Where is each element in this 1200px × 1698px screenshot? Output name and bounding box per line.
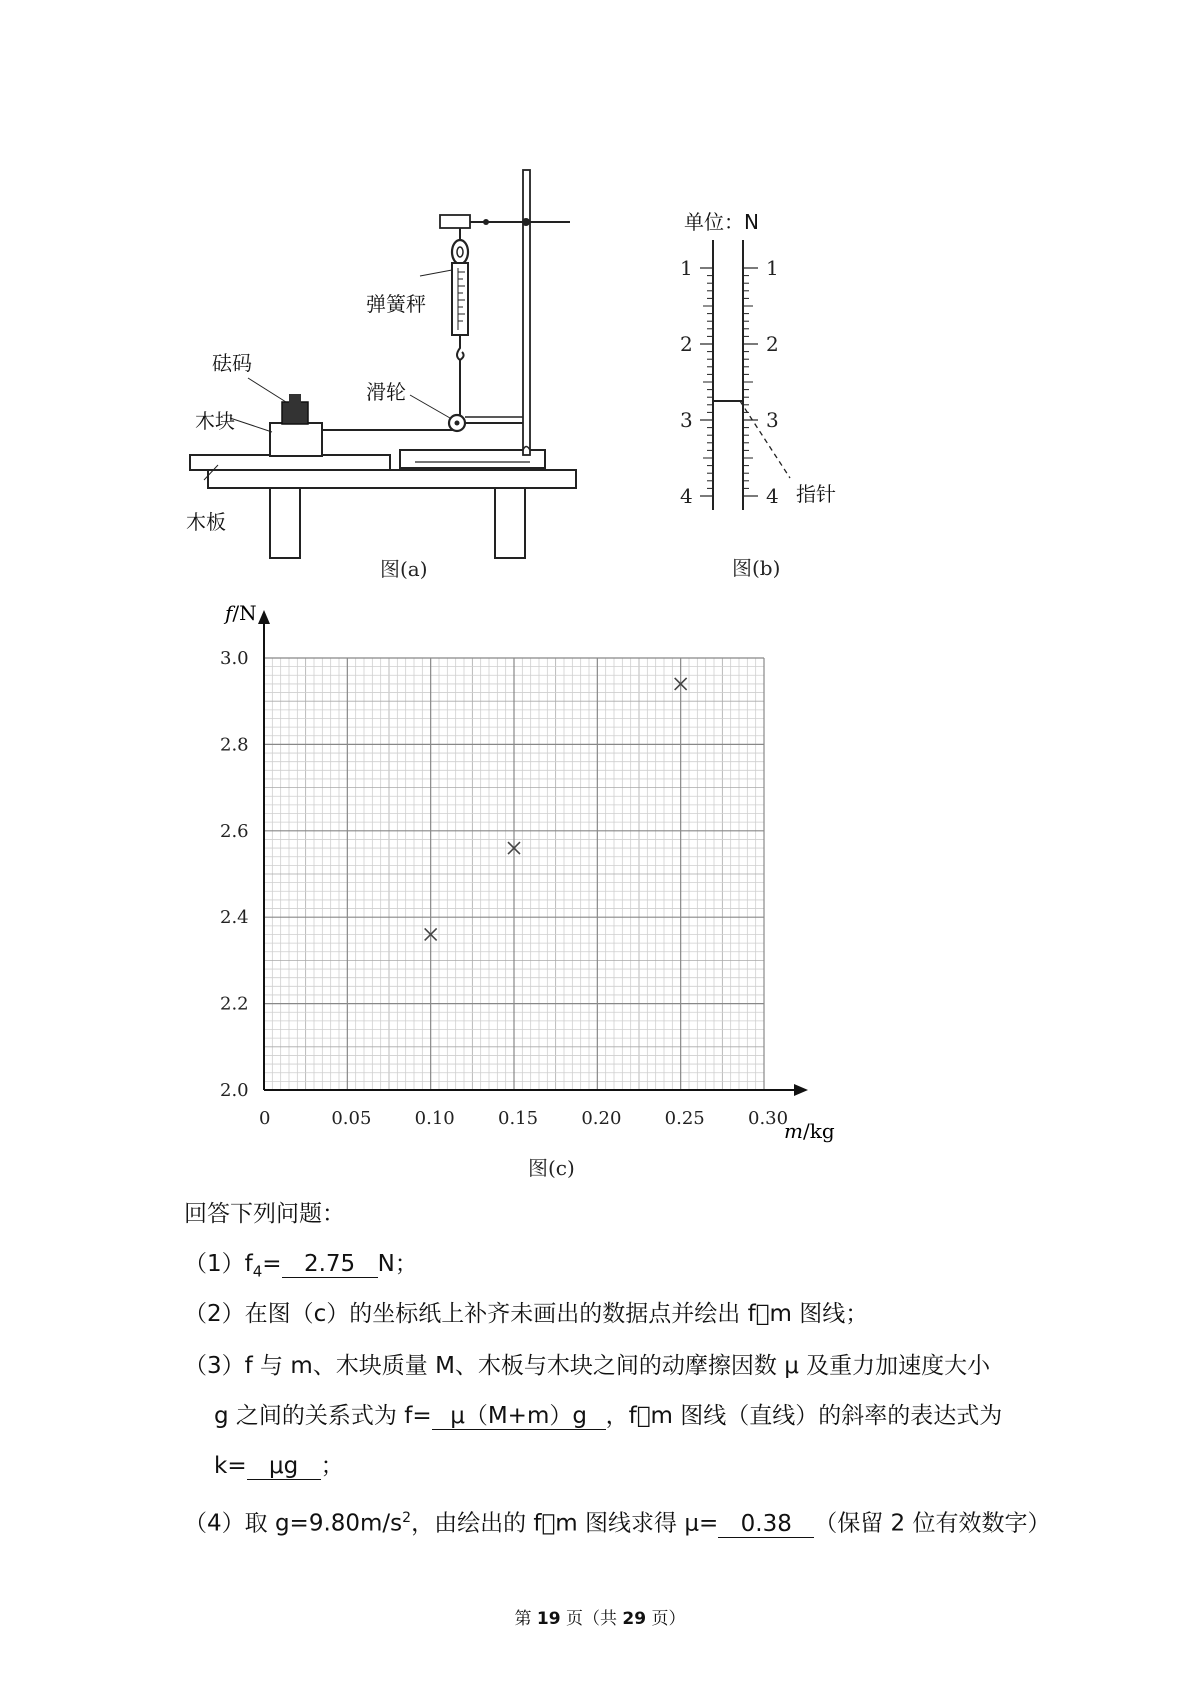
scale-tick-left-2: 2 [680, 332, 693, 356]
y-tick-label: 2.2 [220, 993, 249, 1015]
q4-suffix: （保留 2 位有效数字） [814, 1510, 1051, 1537]
pointer-leader [740, 401, 790, 478]
question-3-line-1: （3）f 与 m、木块质量 M、木板与木块之间的动摩擦因数 μ 及重力加速度大小 [184, 1353, 991, 1379]
caption-figure-b: 图(b) [732, 556, 781, 580]
footer-post: 页） [646, 1609, 686, 1629]
label-spring-scale: 弹簧秤 [366, 292, 426, 316]
y-axis-arrow [258, 610, 270, 624]
question-1 [184, 1248, 418, 1288]
q3-relation-suffix: ，f􏰀m 图线（直线）的斜率的表达式为 [605, 1403, 1003, 1429]
q4-answer: 0.38 [718, 1511, 814, 1538]
x-tick-label: 0.05 [331, 1108, 372, 1129]
figure-b-scale [0, 0, 1200, 590]
tick-labels [220, 648, 788, 1129]
y-tick-label: 2.6 [220, 820, 249, 842]
x-axis-unit: /kg [802, 1119, 835, 1143]
q3-slope-suffix: ； [320, 1453, 344, 1479]
q3-relation-answer: μ（M+m）g [432, 1403, 606, 1430]
y-axis-unit: /N [232, 601, 257, 625]
footer-mid: 页（共 [560, 1609, 623, 1629]
caption-figure-a: 图(a) [380, 557, 428, 581]
label-block: 木块 [195, 409, 235, 433]
question-2: （2）在图（c）的坐标纸上补齐未画出的数据点并绘出 f􏰀m 图线； [184, 1301, 869, 1327]
x-axis-symbol: m [784, 1119, 803, 1143]
q1-suffix: N； [377, 1251, 418, 1277]
caption-figure-c: 图(c) [528, 1156, 575, 1180]
x-tick-label: 0 [259, 1108, 271, 1129]
question-4 [184, 1502, 1051, 1540]
q1-answer: 2.75 [282, 1251, 378, 1278]
label-board: 木板 [186, 510, 226, 534]
q4-mid: ，由绘出的 f􏰀m 图线求得 μ= [411, 1510, 719, 1537]
y-tick-label: 2.8 [220, 734, 249, 756]
x-axis-arrow [794, 1084, 808, 1096]
x-tick-label: 0.10 [414, 1108, 455, 1129]
q1-equals: = [262, 1251, 282, 1277]
x-tick-label: 0.30 [748, 1108, 789, 1129]
q3-slope-answer: μg [247, 1453, 321, 1480]
scale-tick-left-4: 4 [680, 484, 693, 508]
footer-pre: 第 [514, 1609, 537, 1629]
figure-c-chart [0, 590, 1200, 1210]
label-weight: 砝码 [212, 351, 252, 375]
x-tick-label: 0.25 [664, 1108, 705, 1129]
y-tick-label: 3.0 [220, 648, 249, 669]
x-axis-label [784, 1119, 835, 1143]
question-3-line-3 [214, 1450, 344, 1482]
q4-superscript: 2 [402, 1510, 412, 1526]
footer-page-number: 19 [536, 1609, 561, 1629]
page-footer [0, 1604, 1200, 1629]
label-pulley: 滑轮 [366, 380, 406, 404]
y-tick-label: 2.0 [220, 1080, 249, 1101]
questions-intro: 回答下列问题： [184, 1201, 345, 1227]
q3-relation-prefix: g 之间的关系式为 f= [214, 1403, 432, 1429]
q1-prefix: （1）f [184, 1251, 253, 1277]
q3-slope-prefix: k= [214, 1453, 247, 1479]
scale-tick-left-3: 3 [680, 408, 693, 432]
scale-tick-right-4: 4 [766, 484, 779, 508]
x-tick-label: 0.15 [498, 1108, 539, 1129]
y-axis-label [223, 601, 257, 625]
footer-total-pages: 29 [622, 1609, 647, 1629]
y-tick-label: 2.4 [220, 907, 249, 929]
pointer-label: 指针 [796, 482, 836, 506]
scale-unit-label: 单位：N [684, 210, 759, 234]
q1-subscript: 4 [252, 1262, 263, 1281]
scale-tick-right-3: 3 [766, 408, 779, 432]
scale-tick-right-1: 1 [766, 256, 779, 280]
x-tick-label: 0.20 [581, 1108, 622, 1129]
scale-tick-right-2: 2 [766, 332, 779, 356]
scale-tick-left-1: 1 [680, 256, 693, 280]
q4-prefix: （4）取 g=9.80m/s [184, 1510, 403, 1537]
y-axis-symbol: f [225, 601, 233, 625]
chart-axes [258, 610, 808, 1096]
question-3-line-2 [214, 1400, 1002, 1432]
